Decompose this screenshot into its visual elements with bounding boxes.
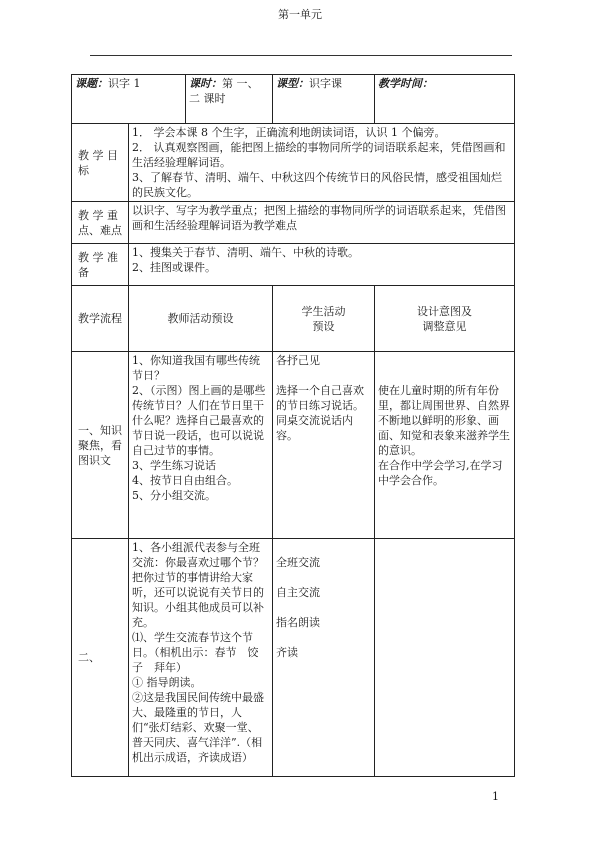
topic-cell bbox=[72, 75, 186, 124]
type-label: 课型： bbox=[276, 77, 309, 90]
teacher-step: ① 指导朗读。 bbox=[132, 676, 202, 689]
time-cell bbox=[375, 75, 515, 124]
page-number: 1 bbox=[492, 790, 499, 803]
section2-intent bbox=[375, 539, 515, 777]
key-points-row bbox=[72, 202, 515, 244]
topic-label: 课题： bbox=[75, 77, 108, 90]
teacher-step: ⑴、学生交流春节这个节日。（相机出示：春节 饺子 拜年） bbox=[132, 631, 259, 674]
topic-value: 识字 1 bbox=[108, 77, 141, 90]
page-header: 第一单元 bbox=[278, 8, 322, 21]
design-intent: 使在儿童时期的所有年份里，都让周围世界、自然界不断地以鲜明的形象、画面、知觉和表象来滋养学生的意识。 bbox=[378, 384, 510, 457]
section2-student bbox=[273, 539, 375, 777]
preparation-label: 教 学 准 备 bbox=[72, 244, 129, 286]
flow-col-student bbox=[273, 286, 375, 352]
student-activity: 各抒己见 bbox=[276, 354, 320, 367]
section1-student bbox=[273, 352, 375, 539]
section2-row bbox=[72, 539, 515, 777]
section1-row bbox=[72, 352, 515, 539]
flow-col-label: 教学流程 bbox=[72, 286, 129, 352]
student-activity: 全班交流 bbox=[276, 556, 320, 569]
goals-label: 教 学 目 标 bbox=[72, 124, 129, 202]
flow-col-teacher: 教师活动预设 bbox=[129, 286, 273, 352]
flow-header-row bbox=[72, 286, 515, 352]
section2-teacher bbox=[129, 539, 273, 777]
goals-content bbox=[129, 124, 515, 202]
goal-item: 3、了解春节、清明、端午、中秋这四个传统节日的风俗民情，感受祖国灿烂的民族文化。 bbox=[132, 171, 502, 199]
period-value-2: 二 课时 bbox=[189, 92, 226, 105]
teacher-step: ②这是我国民间传统中最盛大、最隆重的节日，人们“张灯结彩、欢聚一堂、普天同庆、喜气洋洋”.（相机出示成语，齐读成语） bbox=[132, 691, 264, 764]
student-activity: 自主交流 bbox=[276, 586, 320, 599]
flow-col-intent bbox=[375, 286, 515, 352]
teacher-step: 2、（示图）图上画的是哪些传统节日？人们在节日里干什么呢？选择自己最喜欢的节日说一段话，也可以说说自己过节的事情。 bbox=[132, 384, 266, 457]
period-value-1: 第 一、 bbox=[222, 77, 259, 90]
section1-intent bbox=[375, 352, 515, 539]
preparation-item: 1、搜集关于春节、清明、端午、中秋的诗歌。 bbox=[132, 246, 359, 259]
student-activity: 选择一个自己喜欢的节日练习说话。同桌交流说话内容。 bbox=[276, 384, 364, 442]
period-cell bbox=[186, 75, 273, 124]
teacher-step: 3、学生练习说话 bbox=[132, 459, 216, 472]
key-points-content: 以识字、写字为教学重点；把图上描绘的事物同所学的词语联系起来，凭借图画和生活经验理解词语为教学难点 bbox=[129, 202, 515, 244]
goal-item: 1． 学会本课 8 个生字，正确流利地朗读词语，认识 1 个偏旁。 bbox=[132, 126, 446, 139]
lesson-plan-table bbox=[71, 74, 515, 777]
goal-item: 2． 认真观察图画，能把图上描绘的事物同所学的词语联系起来，凭借图画和生活经验理解词语。 bbox=[132, 141, 506, 169]
teacher-step: 1、各小组派代表参与全班交流：你最喜欢过哪个节？把你过节的事情讲给大家听，还可以说说有关节日的知识。小组其他成员可以补充。 bbox=[132, 541, 264, 629]
section1-teacher bbox=[129, 352, 273, 539]
time-label: 教学时间： bbox=[378, 77, 433, 90]
preparation-row bbox=[72, 244, 515, 286]
design-intent: 在合作中学会学习,在学习中学会合作。 bbox=[378, 459, 503, 487]
student-col-title-2: 预设 bbox=[312, 319, 335, 333]
section1-label: 一、知识聚焦，看图识文 bbox=[72, 352, 129, 539]
meta-row bbox=[72, 75, 515, 124]
teacher-step: 4、按节日自由组合。 bbox=[132, 474, 238, 487]
preparation-item: 2、挂图或课件。 bbox=[132, 261, 216, 274]
teacher-step: 5、分小组交流。 bbox=[132, 489, 216, 502]
intent-col-title-1: 设计意图及 bbox=[417, 304, 472, 318]
header-rule bbox=[90, 55, 512, 56]
preparation-content bbox=[129, 244, 515, 286]
period-label: 课时： bbox=[189, 77, 222, 90]
section2-label: 二、 bbox=[72, 539, 129, 777]
student-col-title-1: 学生活动 bbox=[301, 304, 346, 318]
type-cell bbox=[273, 75, 375, 124]
type-value: 识字课 bbox=[309, 77, 342, 90]
student-activity: 齐读 bbox=[276, 646, 298, 659]
intent-col-title-2: 调整意见 bbox=[422, 319, 467, 333]
goals-row bbox=[72, 124, 515, 202]
key-points-label: 教 学 重 点、难点 bbox=[72, 202, 129, 244]
teacher-step: 1、你知道我国有哪些传统节日？ bbox=[132, 354, 260, 382]
student-activity: 指名朗读 bbox=[276, 616, 320, 629]
